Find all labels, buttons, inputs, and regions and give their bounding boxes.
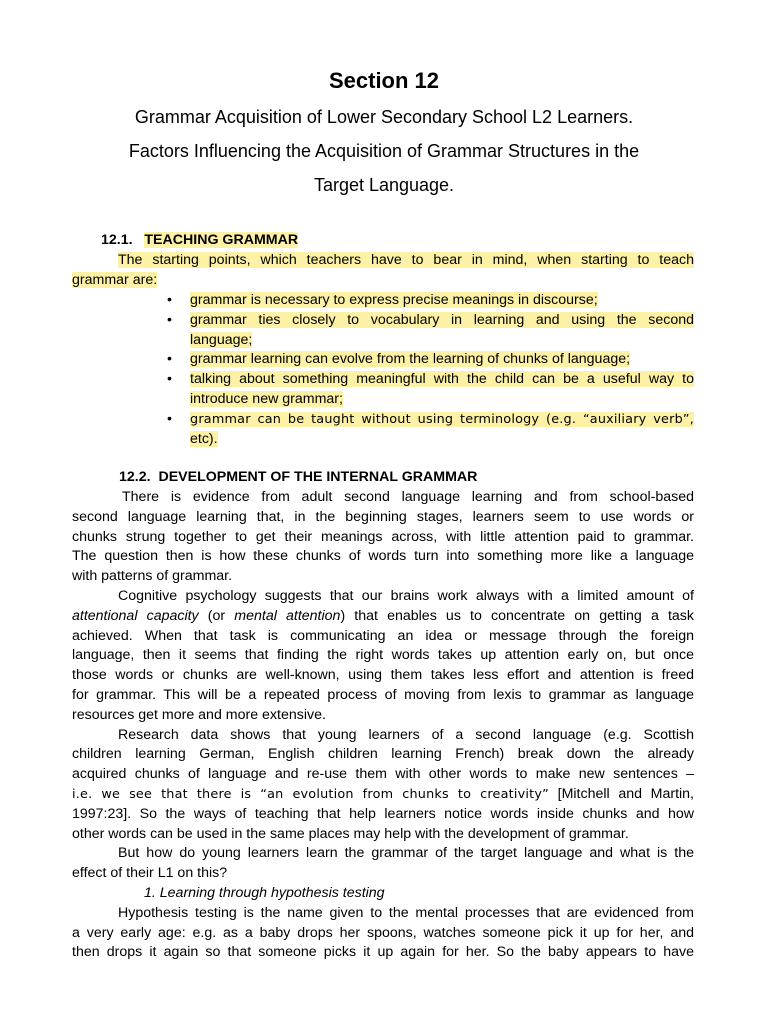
bullet-icon: • [167,292,172,308]
bullet-icon: • [167,371,172,388]
list-item-text: etc). [190,430,218,447]
section-number: 12.1. [101,232,133,248]
paragraph-line: language, then it seems that finding the right words takes up attention early on, but once [72,647,694,664]
paragraph-line: But how do young learners learn the grammar of the target language and what is the [118,845,694,862]
paragraph-line: children learning German, English children learning French) break down the already [72,746,694,763]
list-item [163,370,694,410]
section-title: DEVELOPMENT OF THE INTERNAL GRAMMAR [158,469,478,485]
paragraph-line: grammar are: [72,271,158,288]
paragraph-line: 1997:23]. So the ways of teaching that help learners notice words inside chunks and how [72,805,694,822]
list-item [163,350,694,370]
bullet-icon: • [167,351,172,368]
subtitle-line: Target Language. [313,175,455,195]
paragraph-line: There is evidence from adult second language learning and from school-based [122,489,694,505]
text-run: ) that enables us to concentrate on getting a task [340,607,694,624]
list-item-text: introduce new grammar; [190,390,343,407]
paragraph-line: a very early age: e.g. as a baby drops her spoons, watches someone pick it up for her, and [72,924,694,941]
bullet-icon: • [167,311,172,328]
numbered-subheading: 1. Learning through hypothesis testing [144,884,385,901]
list-item-text: grammar can be taught without using terminology (e.g. “auxiliary verb”, [190,411,694,427]
paragraph-line: Hypothesis testing is the name given to the mental processes that are evidenced from [118,904,694,921]
list-item [163,311,694,351]
paragraph-line: then drops it again so that someone picks it up again for her. So the baby appears to have [72,944,694,961]
paragraph-line: for grammar. This will be a repeated process of moving from lexis to grammar as language [72,686,694,703]
bullet-list [163,291,694,449]
bullet-icon: • [167,410,172,427]
paragraph-line: achieved. When that task is communicating an idea or message through the foreign [72,627,694,644]
list-item-text: grammar ties closely to vocabulary in learning and using the second [190,311,694,328]
list-item [163,410,694,450]
section-number: 12.2. [119,469,151,485]
list-item-text: language; [190,331,253,348]
paragraph-line: acquired chunks of language and re-use them with other words to make new sentences – [72,766,694,783]
paragraph-line: Research data shows that young learners of a second language (e.g. Scottish [118,726,694,743]
teaching-grammar-intro [72,251,694,291]
paragraph-line: Cognitive psychology suggests that our brains work always with a limited amount of [118,587,694,604]
paragraph-line: resources get more and more extensive. [72,706,326,723]
subtitle-line: Factors Influencing the Acquisition of Grammar Structures in the [128,141,640,161]
italic-term: mental attention [234,607,341,624]
paragraph-line: other words can be used in the same places may help with the development of grammar. [72,825,629,842]
paragraph-line [72,607,694,627]
section-heading: Section 12 [328,68,440,93]
paragraph-line [72,785,694,805]
paragraph-line: those words or chunks are well-known, using them takes less effort and attention is freed [72,667,694,684]
internal-grammar-body [72,488,694,963]
list-item-text: grammar is necessary to express precise meanings in discourse; [190,292,598,308]
subtitle-line: Grammar Acquisition of Lower Secondary School L2 Learners. [134,107,634,127]
paragraph-line: The question then is how these chunks of words turn into something more like a language [72,548,694,565]
list-item [163,291,694,311]
list-item-text: grammar learning can evolve from the learning of chunks of language; [190,351,631,368]
section-12-2-heading [119,469,477,485]
section-12-1-heading [101,232,298,248]
paragraph-line: chunks strung together to get their meanings across, with little attention paid to grammar. [72,528,694,545]
paragraph-line: second language learning that, in the beginning stages, learners seem to use words or [72,508,694,525]
text-run: (or [198,607,235,624]
quotation: i.e. we see that there is “an evolution from chunks to creativity” [72,786,549,802]
section-title: TEACHING GRAMMAR [144,232,299,248]
paragraph-line: effect of their L1 on this? [72,865,228,882]
list-item-text: talking about something meaningful with the child can be a useful way to [190,371,694,388]
paragraph-line: with patterns of grammar. [72,568,233,585]
citation: [Mitchell and Martin, [548,785,695,802]
italic-term: attentional capacity [72,607,199,624]
paragraph-line: The starting points, which teachers have to bear in mind, when starting to teach [118,252,694,268]
